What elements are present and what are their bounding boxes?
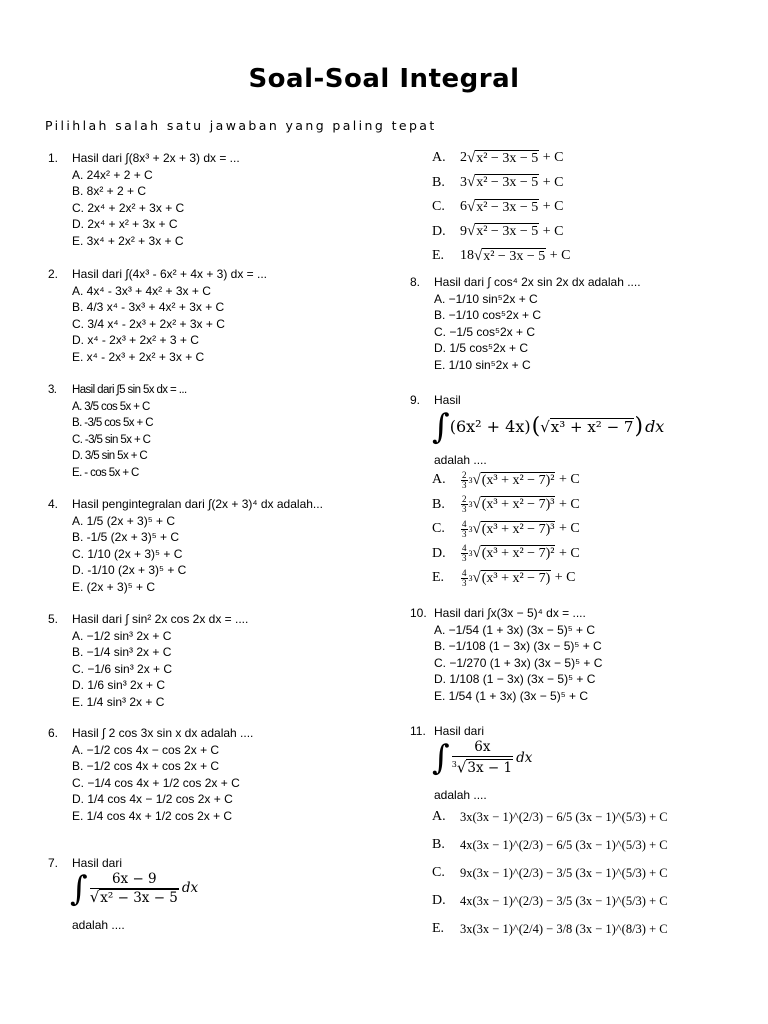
constant: + C	[554, 570, 576, 586]
integral-factor: (6x² + 4x)	[449, 416, 531, 436]
question-stem: Hasil dari ∫x(3x − 5)⁴ dx = ....	[434, 606, 586, 620]
dx-label: dx	[645, 416, 665, 436]
instruction-text: Pilihlah salah satu jawaban yang paling tepat	[45, 118, 437, 133]
radicand: x² − 3x − 5	[476, 199, 539, 215]
option-a: A. 1/5 (2x + 3)⁵ + C	[72, 513, 176, 528]
integral-sign-icon: ∫	[432, 407, 450, 447]
fraction-numerator: 4	[462, 567, 467, 578]
options-list	[434, 622, 602, 705]
option-label: D.	[432, 545, 446, 561]
radicand: x² − 3x − 5	[476, 175, 539, 191]
options-list	[72, 628, 172, 711]
fraction-denominator: 3	[462, 528, 467, 539]
radicand: (x³ + x² − 7)³	[481, 521, 555, 537]
constant: + C	[542, 199, 564, 215]
dx-label: dx	[181, 880, 199, 897]
question-stem: Hasil	[434, 393, 461, 407]
sqrt-icon: √	[540, 417, 550, 436]
constant: + C	[542, 150, 564, 166]
constant: + C	[558, 545, 580, 561]
option-c: C. −1/6 sin³ 2x + C	[72, 661, 173, 676]
option-c: C. 3/4 x⁴ - 2x³ + 2x² + 3x + C	[72, 316, 225, 331]
radicand: x² − 3x − 5	[100, 889, 178, 906]
options-list	[434, 291, 541, 374]
sqrt-icon: √	[456, 758, 467, 776]
option-c: C. 1/10 (2x + 3)⁵ + C	[72, 546, 183, 561]
radicand: x² − 3x − 5	[483, 248, 546, 264]
radicand: x² − 3x − 5	[476, 150, 539, 166]
fraction-numerator: 4	[462, 543, 467, 554]
root-index: 3	[468, 524, 473, 534]
question-number: 11.	[410, 724, 426, 738]
option-a	[432, 146, 732, 171]
sqrt-icon: √	[474, 247, 483, 264]
radicand: x² − 3x − 5	[476, 224, 539, 240]
constant: + C	[558, 472, 580, 488]
sqrt-icon: √	[472, 569, 481, 586]
radicand: (x³ + x² − 7)²	[481, 472, 555, 488]
integrand-numerator: 6x − 9	[90, 871, 179, 889]
option-label: C.	[432, 521, 445, 537]
question-tail: adalah ....	[434, 788, 487, 802]
question-number: 10.	[410, 606, 427, 620]
option-a: A. −1/2 sin³ 2x + C	[72, 628, 172, 643]
question-number: 7.	[48, 856, 59, 870]
root-index: 3	[468, 549, 473, 559]
question-11-options	[432, 803, 732, 943]
option-expression: 3x(3x − 1)^(2/4) − 3/8 (3x − 1)^(8/3) + C	[460, 921, 668, 936]
sqrt-icon: √	[472, 545, 481, 562]
option-e	[432, 566, 732, 591]
coefficient: 9	[460, 223, 467, 239]
constant: + C	[542, 174, 564, 190]
option-e: E. 1/4 sin³ 2x + C	[72, 694, 165, 709]
option-label: D.	[432, 223, 446, 239]
integral-expression	[432, 739, 532, 777]
option-a: A. −1/54 (1 + 3x) (3x − 5)⁵ + C	[434, 622, 596, 637]
radicand: (x³ + x² − 7)	[481, 570, 551, 586]
option-c: C. 2x⁴ + 2x² + 3x + C	[72, 200, 185, 215]
integrand-denominator	[90, 889, 179, 907]
question-stem: Hasil dari	[72, 856, 123, 870]
option-expression: 3x(3x − 1)^(2/3) − 6/5 (3x − 1)^(5/3) + C	[460, 809, 668, 824]
fraction-denominator: 3	[462, 553, 467, 564]
question-tail: adalah ....	[72, 918, 125, 932]
paren-close: )	[634, 413, 644, 439]
option-d: D. x⁴ - 2x³ + 2x² + 3 + C	[72, 333, 199, 347]
option-e: E. 1/10 sin⁵2x + C	[434, 357, 531, 372]
option-label: A.	[432, 472, 446, 488]
question-number: 9.	[410, 393, 421, 407]
question-number: 8.	[410, 275, 421, 289]
sqrt-icon: √	[467, 174, 476, 191]
option-c	[432, 859, 732, 887]
option-a	[432, 803, 732, 831]
option-label: D.	[432, 893, 446, 908]
constant: + C	[558, 521, 580, 537]
option-a: A. −1/10 sin⁵2x + C	[434, 291, 538, 306]
root-index: 3	[468, 475, 473, 485]
fraction-numerator: 4	[462, 518, 467, 529]
integrand-fraction	[452, 739, 513, 777]
option-b: B. 4/3 x⁴ - 3x³ + 4x² + 3x + C	[72, 300, 225, 314]
coefficient: 3	[460, 174, 467, 190]
option-a	[432, 468, 732, 493]
sqrt-icon: √	[467, 198, 476, 215]
options-list	[72, 167, 184, 250]
coefficient: 2	[460, 150, 467, 166]
question-number: 3.	[48, 384, 57, 396]
option-label: A.	[432, 809, 446, 824]
question-stem: Hasil ∫ 2 cos 3x sin x dx adalah ....	[72, 726, 254, 740]
integrand-fraction	[90, 871, 179, 906]
sqrt-icon: √	[89, 887, 100, 906]
option-d	[432, 887, 732, 915]
fraction-numerator: 2	[462, 469, 467, 480]
constant: + C	[549, 248, 571, 264]
radicand: (x³ + x² − 7)³	[481, 497, 555, 513]
options-list	[72, 399, 153, 482]
option-c: C. −1/4 cos 4x + 1/2 cos 2x + C	[72, 775, 240, 790]
option-d: D. 2x⁴ + x² + 3x + C	[72, 217, 178, 231]
option-label: B.	[432, 496, 445, 512]
option-e: E. - cos 5x + C	[72, 466, 139, 479]
sqrt-icon: √	[467, 223, 476, 240]
sqrt-icon: √	[472, 496, 481, 513]
question-7-options	[432, 146, 732, 269]
root-index: 3	[468, 500, 473, 510]
option-c: C. −1/270 (1 + 3x) (3x − 5)⁵ + C	[434, 655, 603, 670]
question-stem: Hasil pengintegralan dari ∫(2x + 3)⁴ dx adalah...	[72, 497, 323, 511]
option-c	[432, 195, 732, 220]
question-number: 6.	[48, 726, 59, 740]
option-label: E.	[432, 570, 445, 586]
option-expression: 4x(3x − 1)^(2/3) − 6/5 (3x − 1)^(5/3) + C	[460, 837, 668, 852]
option-b: B. −1/108 (1 − 3x) (3x − 5)⁵ + C	[434, 639, 602, 653]
option-b	[432, 831, 732, 859]
fraction-denominator: 3	[462, 577, 467, 588]
option-b	[432, 171, 732, 196]
fraction-denominator: 3	[462, 479, 467, 490]
dx-label: dx	[516, 749, 533, 766]
options-list	[72, 513, 186, 596]
constant: + C	[558, 496, 580, 512]
integral-expression	[432, 407, 665, 447]
question-number: 1.	[48, 151, 59, 165]
sqrt-icon: √	[467, 149, 476, 166]
question-stem: Hasil dari	[434, 724, 485, 738]
question-9-options	[432, 468, 732, 591]
fraction-numerator: 2	[462, 494, 467, 505]
option-expression: 9x(3x − 1)^(2/3) − 3/5 (3x − 1)^(5/3) + C	[460, 865, 668, 880]
question-stem: Hasil dari ∫ sin² 2x cos 2x dx = ....	[72, 612, 249, 626]
sqrt-icon: √	[472, 520, 481, 537]
paren-open: (	[531, 413, 541, 439]
option-label: C.	[432, 865, 445, 880]
option-d: D. 3/5 sin 5x + C	[72, 450, 148, 462]
option-label: A.	[432, 150, 446, 166]
question-stem: Hasil dari ∫ cos⁴ 2x sin 2x dx adalah ....	[434, 275, 641, 289]
option-label: B.	[432, 837, 445, 852]
radicand: 3x − 1	[467, 760, 513, 776]
option-d: D. 1/5 cos⁵2x + C	[434, 341, 529, 355]
option-expression: 4x(3x − 1)^(2/3) − 3/5 (3x − 1)^(5/3) + C	[460, 893, 668, 908]
option-d	[432, 220, 732, 245]
option-label: E.	[432, 248, 445, 264]
option-c: C. -3/5 sin 5x + C	[72, 433, 151, 446]
option-e	[432, 915, 732, 943]
option-e: E. x⁴ - 2x³ + 2x² + 3x + C	[72, 349, 205, 364]
option-d: D. 1/108 (1 − 3x) (3x − 5)⁵ + C	[434, 672, 596, 686]
options-list	[72, 283, 225, 366]
option-b: B. −1/10 cos⁵2x + C	[434, 308, 542, 322]
fraction-denominator: 3	[462, 504, 467, 515]
integral-expression	[70, 868, 199, 909]
option-e	[432, 244, 732, 269]
integrand-denominator	[452, 757, 513, 777]
coefficient: 18	[460, 248, 474, 264]
options-list	[72, 742, 240, 825]
question-stem: Hasil dari ∫(4x³ - 6x² + 4x + 3) dx = ...	[72, 267, 268, 281]
option-a: A. 4x⁴ - 3x³ + 4x² + 3x + C	[72, 283, 211, 298]
question-number: 2.	[48, 267, 59, 281]
option-label: B.	[432, 174, 445, 190]
question-stem: Hasil dari ∫5 sin 5x dx = ...	[72, 384, 187, 396]
option-label: C.	[432, 199, 445, 215]
option-e: E. 3x⁴ + 2x² + 3x + C	[72, 233, 184, 248]
question-7	[48, 855, 388, 935]
constant: + C	[542, 223, 564, 239]
question-stem: Hasil dari ∫(8x³ + 2x + 3) dx = ...	[72, 151, 240, 165]
radicand: x³ + x² − 7	[550, 418, 634, 437]
option-b: B. -1/5 (2x + 3)⁵ + C	[72, 530, 180, 544]
sqrt-icon: √	[472, 471, 481, 488]
root-index: 3	[451, 759, 457, 769]
option-c: C. −1/5 cos⁵2x + C	[434, 324, 536, 339]
root-index: 3	[468, 573, 473, 583]
option-d: D. -1/10 (2x + 3)⁵ + C	[72, 563, 187, 577]
question-number: 5.	[48, 612, 59, 626]
question-11	[410, 723, 750, 803]
integral-sign-icon: ∫	[70, 868, 88, 909]
option-e: E. 1/4 cos 4x + 1/2 cos 2x + C	[72, 808, 233, 823]
option-b: B. -3/5 cos 5x + C	[72, 417, 153, 429]
option-d: D. 1/6 sin³ 2x + C	[72, 678, 166, 692]
option-a: A. 24x² + 2 + C	[72, 167, 153, 182]
integrand-numerator: 6x	[452, 739, 513, 757]
radicand: (x³ + x² − 7)²	[481, 546, 555, 562]
option-a: A. −1/2 cos 4x − cos 2x + C	[72, 742, 220, 757]
option-b: B. 8x² + 2 + C	[72, 184, 147, 198]
option-a: A. 3/5 cos 5x + C	[72, 400, 150, 413]
option-label: E.	[432, 921, 445, 936]
question-9	[410, 392, 750, 468]
option-d	[432, 542, 732, 567]
option-d: D. 1/4 cos 4x − 1/2 cos 2x + C	[72, 792, 233, 806]
option-e: E. (2x + 3)⁵ + C	[72, 579, 156, 594]
option-b: B. −1/2 cos 4x + cos 2x + C	[72, 759, 220, 773]
option-b: B. −1/4 sin³ 2x + C	[72, 645, 172, 659]
option-e: E. 1/54 (1 + 3x) (3x − 5)⁵ + C	[434, 688, 589, 703]
page-title: Soal-Soal Integral	[248, 64, 520, 94]
option-b	[432, 493, 732, 518]
question-tail: adalah ....	[434, 453, 487, 467]
coefficient: 6	[460, 199, 467, 215]
question-number: 4.	[48, 497, 59, 511]
option-c	[432, 517, 732, 542]
integral-sign-icon: ∫	[432, 737, 450, 778]
